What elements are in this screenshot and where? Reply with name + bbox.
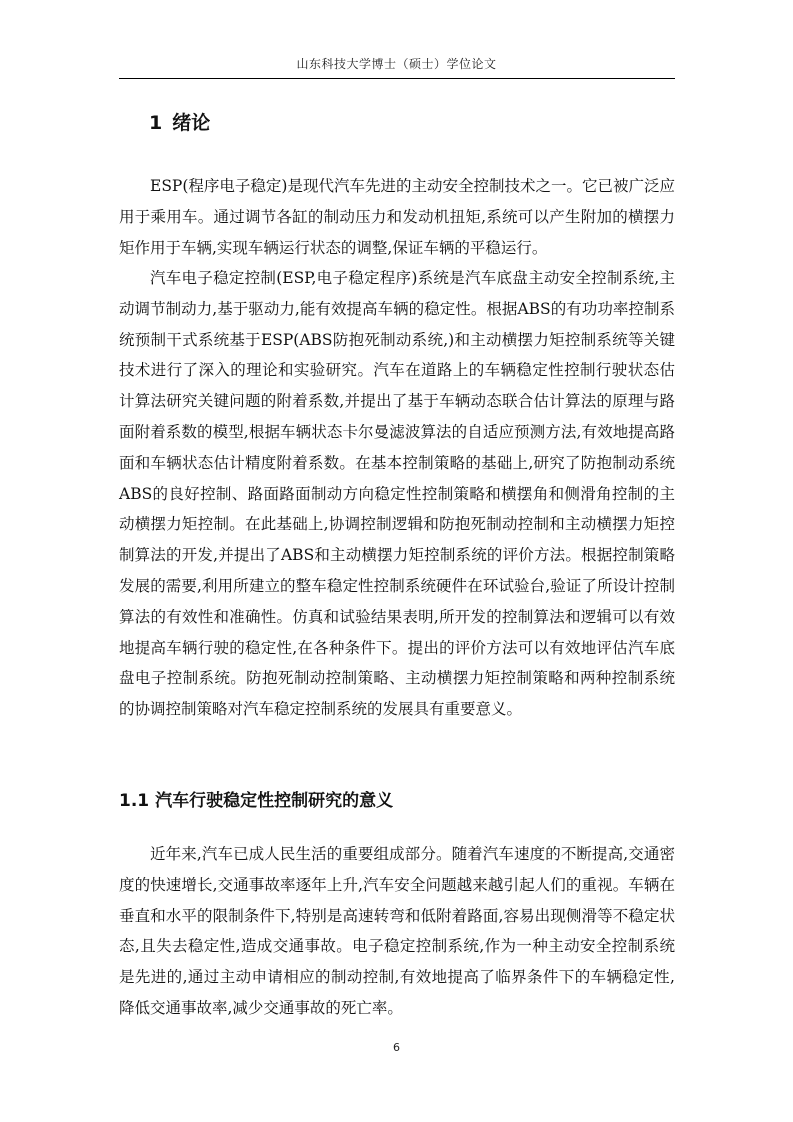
running-header: 山东科技大学博士（硕士）学位论文 <box>296 57 497 71</box>
section-number: 1.1 <box>119 791 150 811</box>
section-heading <box>119 789 393 813</box>
chapter-title: 绪论 <box>172 112 211 134</box>
section-title: 汽车行驶稳定性控制研究的意义 <box>155 791 394 811</box>
chapter-heading <box>149 110 210 136</box>
body-paragraph: ESP(程序电子稳定)是现代汽车先进的主动安全控制技术之一。它已被广泛应用于乘用车。通过调节各缸的制动压力和发动机扭矩,系统可以产生附加的横摆力矩作用于车辆,实现车辆运行状态的调整,保证车辆的平稳运行。 <box>119 177 675 257</box>
section-paragraph: 近年来,汽车已成人民生活的重要组成部分。随着汽车速度的不断提高,交通密度的快速增长,交通事故率逐年上升,汽车安全问题越来越引起人们的重视。车辆在垂直和水平的限制条件下,特别是高速转弯和低附着路面,容易出现侧滑等不稳定状态,且失去稳定性,造成交通事故。电子稳定控制系统,作为一种主动安全控制系统是先进的,通过主动申请相应的制动控制,有效地提高了临界条件下的车辆稳定性,降低交通事故率,减少交通事故的死亡率。 <box>119 845 675 1017</box>
body-paragraph: 汽车电子稳定控制(ESP,电子稳定程序)系统是汽车底盘主动安全控制系统,主动调节制动力,基于驱动力,能有效提高车辆的稳定性。根据ABS的有功功率控制系统预制干式系统基于ESP(ABS防抱死制动系统,)和主动横摆力矩控制系统等关键技术进行了深入的理论和实验研究。汽车在道路上的车辆稳定性控制行驶状态估计算法研究关键问题的附着系数,并提出了基于车辆动态联合估计算法的原理与路面附着系数的模型,根据车辆状态卡尔曼滤波算法的自适应预测方法,有效地提高路面和车辆状态估计精度附着系数。在基本控制策略的基础上,研究了防抱制动系统ABS的良好控制、路面路面制动方向稳定性控制策略和横摆角和侧滑角控制的主动横摆力矩控制。在此基础上,协调控制逻辑和防抱死制动控制和主动横摆力矩控制算法的开发,并提出了ABS和主动横摆力矩控制系统的评价方法。根据控制策略发展的需要,利用所建立的整车稳定性控制系统硬件在环试验台,验证了所设计控制算法的有效性和准确性。仿真和试验结果表明,所开发的控制算法和逻辑可以有效地提高车辆行驶的稳定性,在各种条件下。提出的评价方法可以有效地评估汽车底盘电子控制系统。防抱死制动控制策略、主动横摆力矩控制策略和两种控制系统的协调控制策略对汽车稳定控制系统的发展具有重要意义。 <box>119 269 675 719</box>
header-divider <box>119 78 675 79</box>
page-number: 6 <box>393 1041 400 1054</box>
chapter-number: 1 <box>149 112 163 134</box>
